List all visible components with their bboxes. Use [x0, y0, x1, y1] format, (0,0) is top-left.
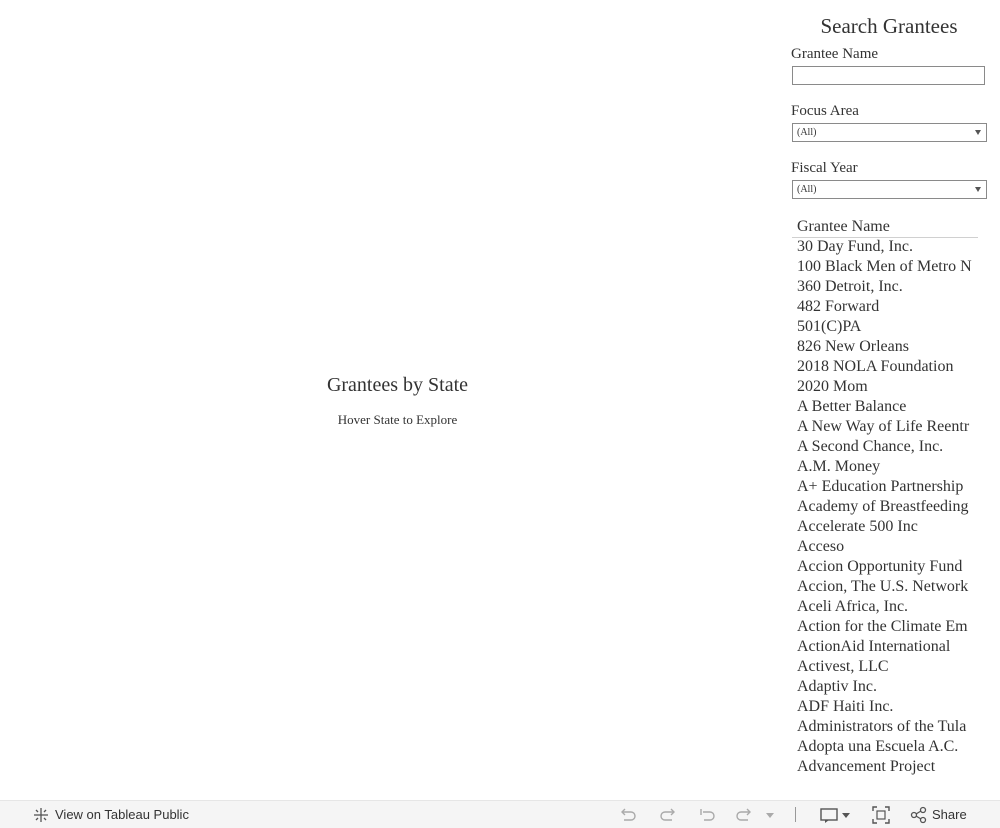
- grantee-list-item[interactable]: 360 Detroit, Inc.: [797, 278, 903, 295]
- focus-area-select[interactable]: [792, 123, 987, 142]
- chevron-down-icon: [975, 130, 981, 135]
- list-header-label: Grantee Name: [797, 218, 890, 235]
- share-button[interactable]: Share: [932, 807, 967, 822]
- comment-icon[interactable]: [820, 801, 852, 828]
- map-title: Grantees by State: [326, 374, 469, 396]
- grantee-list-item[interactable]: 482 Forward: [797, 298, 880, 315]
- revert-icon[interactable]: [698, 801, 716, 828]
- map-subtitle: Hover State to Explore: [337, 412, 458, 427]
- grantee-list-item[interactable]: 826 New Orleans: [797, 338, 909, 355]
- share-icon[interactable]: [910, 801, 928, 828]
- grantee-list-item[interactable]: ADF Haiti Inc.: [797, 698, 894, 715]
- pause-dropdown-icon[interactable]: [765, 801, 775, 828]
- grantee-list-item[interactable]: 501(C)PA: [797, 318, 862, 335]
- grantee-list-item[interactable]: A Second Chance, Inc.: [797, 438, 944, 455]
- list-header[interactable]: [792, 217, 978, 238]
- focus-area-value: (All): [797, 127, 817, 138]
- grantee-list-item[interactable]: 2018 NOLA Foundation: [797, 358, 954, 375]
- grantee-list-item[interactable]: A.M. Money: [797, 458, 881, 475]
- undo-icon[interactable]: [619, 801, 637, 828]
- grantee-list-item[interactable]: 2020 Mom: [797, 378, 868, 395]
- grantee-list-item[interactable]: Activest, LLC: [797, 658, 889, 675]
- grantee-list-item[interactable]: Accelerate 500 Inc: [797, 518, 918, 535]
- focus-area-label: Focus Area: [791, 103, 859, 119]
- refresh-icon[interactable]: [735, 801, 753, 828]
- panel-title: Search Grantees: [820, 14, 958, 38]
- grantee-list-item[interactable]: A+ Education Partnership: [797, 478, 964, 495]
- grantee-list-item[interactable]: Adopta una Escuela A.C.: [797, 738, 959, 755]
- grantee-list-item[interactable]: Administrators of the Tula: [797, 718, 967, 735]
- chevron-down-icon: [975, 187, 981, 192]
- grantee-list-item[interactable]: ActionAid International: [797, 638, 951, 655]
- grantee-list-item[interactable]: Adaptiv Inc.: [797, 678, 877, 695]
- grantee-name-input[interactable]: [792, 66, 985, 85]
- tableau-toolbar: [0, 800, 1000, 828]
- grantee-list-item[interactable]: Accion, The U.S. Network: [797, 578, 969, 595]
- grantee-list-item[interactable]: 100 Black Men of Metro N: [797, 258, 972, 275]
- fullscreen-icon[interactable]: [872, 801, 890, 828]
- grantee-list[interactable]: [792, 237, 978, 782]
- fiscal-year-select[interactable]: [792, 180, 987, 199]
- grantee-list-item[interactable]: Academy of Breastfeeding: [797, 498, 969, 515]
- search-panel: [790, 0, 1000, 800]
- fiscal-year-label: Fiscal Year: [791, 160, 858, 176]
- grantee-list-item[interactable]: Acceso: [797, 538, 845, 555]
- view-on-tableau-link[interactable]: View on Tableau Public: [55, 807, 189, 822]
- tableau-logo-icon[interactable]: [33, 801, 49, 828]
- toolbar-divider: [795, 807, 796, 822]
- grantee-list-item[interactable]: Aceli Africa, Inc.: [797, 598, 909, 615]
- grantee-list-item[interactable]: A New Way of Life Reentr: [797, 418, 970, 435]
- grantee-list-item[interactable]: Accion Opportunity Fund: [797, 558, 963, 575]
- grantee-name-label: Grantee Name: [791, 46, 879, 62]
- grantee-list-item[interactable]: Advancement Project: [797, 758, 936, 775]
- grantee-list-item[interactable]: A Better Balance: [797, 398, 907, 415]
- redo-icon[interactable]: [659, 801, 677, 828]
- grantee-list-item[interactable]: 30 Day Fund, Inc.: [797, 238, 913, 255]
- fiscal-year-value: (All): [797, 184, 817, 195]
- grantee-list-item[interactable]: Action for the Climate Em: [797, 618, 968, 635]
